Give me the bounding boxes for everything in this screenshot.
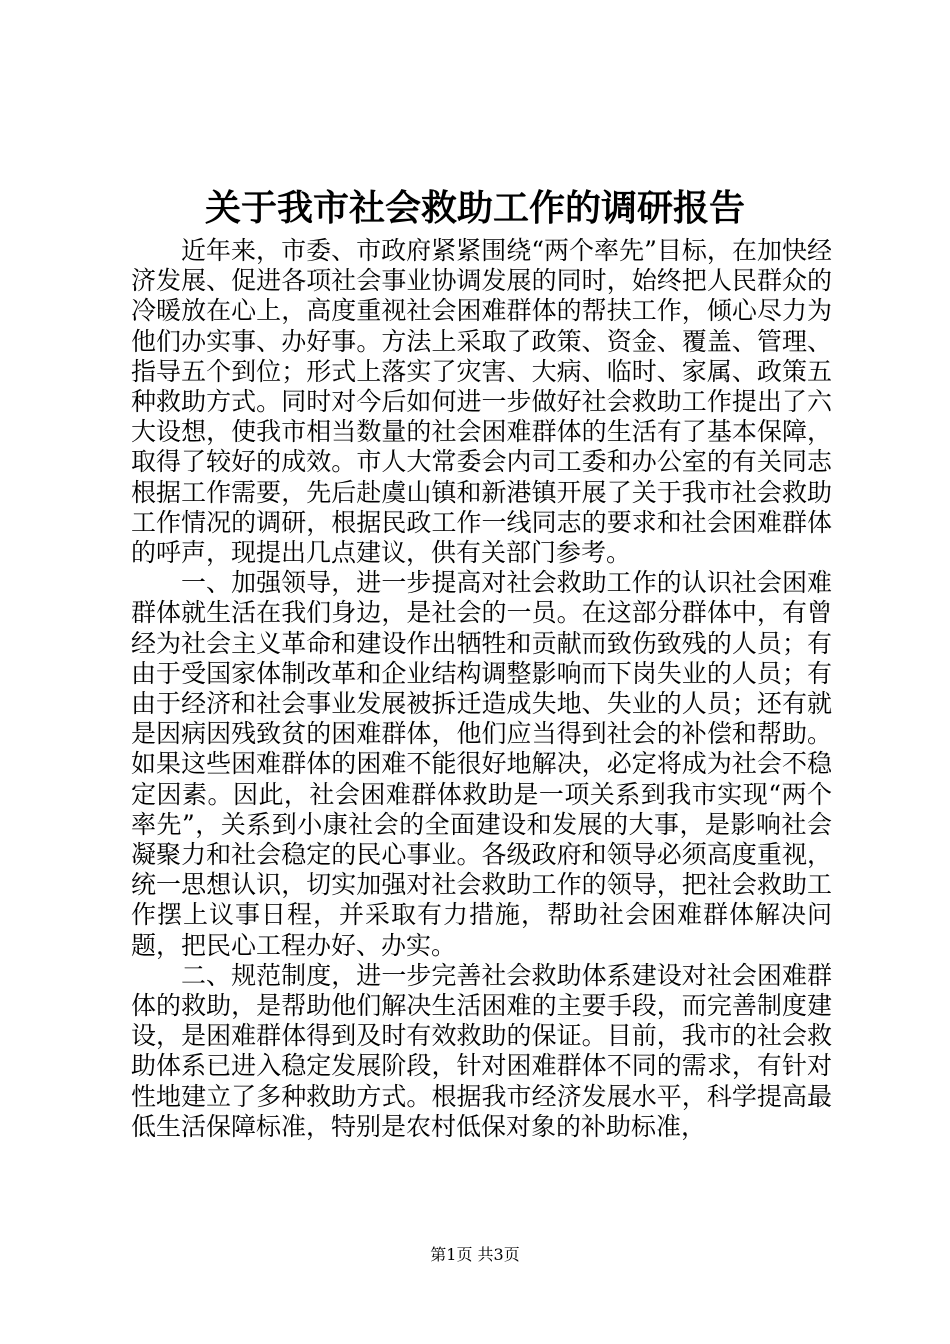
paragraph-section-1: 一、加强领导，进一步提高对社会救助工作的认识社会困难群体就生活在我们身边，是社会的一员。在这部分群体中，有曾经为社会主义革命和建设作出牺牲和贡献而致伤致残的人员；有由于受国家体制改革和企业结构调整影响而下岗失业的人员；有由于经济和社会事业发展被拆迁造成失地、失业的人员；还有就是因病因残致贫的困难群体，他们应当得到社会的补偿和帮助。如果这些困难群体的困难不能很好地解决，必定将成为社会不稳定因素。因此，社会困难群体救助是一项关系到我市实现“两个率先”，关系到小康社会的全面建设和发展的大事，是影响社会凝聚力和社会稳定的民心事业。各级政府和领导必须高度重视，统一思想认识，切实加强对社会救助工作的领导，把社会救助工作摆上议事日程，并采取有力措施，帮助社会困难群体解决问题，把民心工程办好、办实。: [131, 568, 832, 960]
paragraph-section-2: 二、规范制度，进一步完善社会救助体系建设对社会困难群体的救助，是帮助他们解决生活困难的主要手段，而完善制度建设，是困难群体得到及时有效救助的保证。目前，我市的社会救助体系已进入稳定发展阶段，针对困难群体不同的需求，有针对性地建立了多种救助方式。根据我市经济发展水平，科学提高最低生活保障标准，特别是农村低保对象的补助标准，: [131, 960, 832, 1141]
page-number-footer: 第1页 共3页: [430, 1245, 520, 1264]
document-title: 关于我市社会救助工作的调研报告: [204, 187, 745, 229]
paragraph-intro: 近年来，市委、市政府紧紧围绕“两个率先”目标，在加快经济发展、促进各项社会事业协调发展的同时，始终把人民群众的冷暖放在心上，高度重视社会困难群体的帮扶工作，倾心尽力为他们办实事、办好事。方法上采取了政策、资金、覆盖、管理、指导五个到位；形式上落实了灾害、大病、临时、家属、政策五种救助方式。同时对今后如何进一步做好社会救助工作提出了六大设想，使我市相当数量的社会困难群体的生活有了基本保障，取得了较好的成效。市人大常委会内司工委和办公室的有关同志根据工作需要，先后赴虞山镇和新港镇开展了关于我市社会救助工作情况的调研，根据民政工作一线同志的要求和社会困难群体的呼声，现提出几点建议，供有关部门参考。: [131, 236, 832, 568]
document-body: [131, 236, 832, 1142]
